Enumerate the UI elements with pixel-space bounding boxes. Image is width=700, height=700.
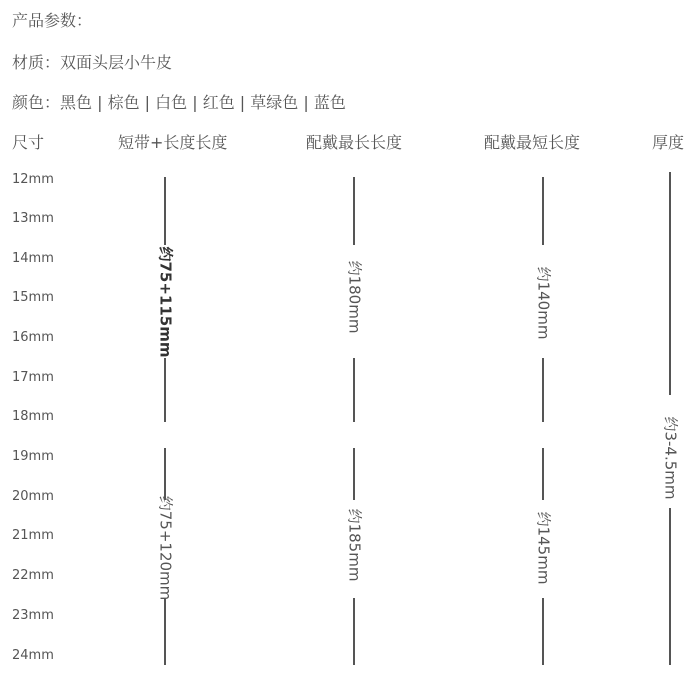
bracket-line [164, 358, 166, 422]
bracket-line [353, 358, 355, 422]
bracket-line [164, 448, 166, 500]
colors-line: 颜色：黑色 | 棕色 | 白色 | 红色 | 草绿色 | 蓝色 [12, 93, 346, 112]
bracket-line [353, 448, 355, 500]
size-label: 14mm [12, 251, 54, 266]
bracket-line [353, 177, 355, 245]
page-heading: 产品参数： [12, 11, 93, 30]
column-header-thickness: 厚度 [652, 133, 685, 152]
size-label: 12mm [12, 172, 54, 187]
longest-upper-value: 约180mm [345, 260, 364, 334]
bracket-line [542, 448, 544, 500]
bracket-line [542, 358, 544, 422]
size-label: 19mm [12, 449, 54, 464]
bracket-line [353, 598, 355, 665]
short-strap-upper-value: 约75+115mm [156, 246, 175, 358]
column-header-short-strap: 短带+长度长度 [118, 133, 228, 152]
shortest-lower-value: 约145mm [534, 511, 553, 585]
size-label: 20mm [12, 489, 54, 504]
size-label: 24mm [12, 648, 54, 663]
short-strap-lower-value: 约75+120mm [156, 495, 175, 601]
thickness-value: 约3-4.5mm [661, 416, 680, 500]
bracket-line [164, 598, 166, 665]
size-label: 13mm [12, 211, 54, 226]
bracket-line [669, 172, 671, 395]
size-label: 17mm [12, 370, 54, 385]
longest-lower-value: 约185mm [345, 508, 364, 582]
column-header-shortest: 配戴最短长度 [484, 133, 581, 152]
bracket-line [542, 598, 544, 665]
bracket-line [669, 508, 671, 665]
size-label: 16mm [12, 330, 54, 345]
shortest-upper-value: 约140mm [534, 266, 553, 340]
size-label: 15mm [12, 290, 54, 305]
column-header-size: 尺寸 [12, 133, 45, 152]
size-label: 18mm [12, 409, 54, 424]
size-label: 23mm [12, 608, 54, 623]
size-label: 22mm [12, 568, 54, 583]
bracket-line [542, 177, 544, 245]
size-label: 21mm [12, 528, 54, 543]
column-header-longest: 配戴最长长度 [306, 133, 403, 152]
material-line: 材质：双面头层小牛皮 [12, 53, 173, 72]
bracket-line [164, 177, 166, 245]
